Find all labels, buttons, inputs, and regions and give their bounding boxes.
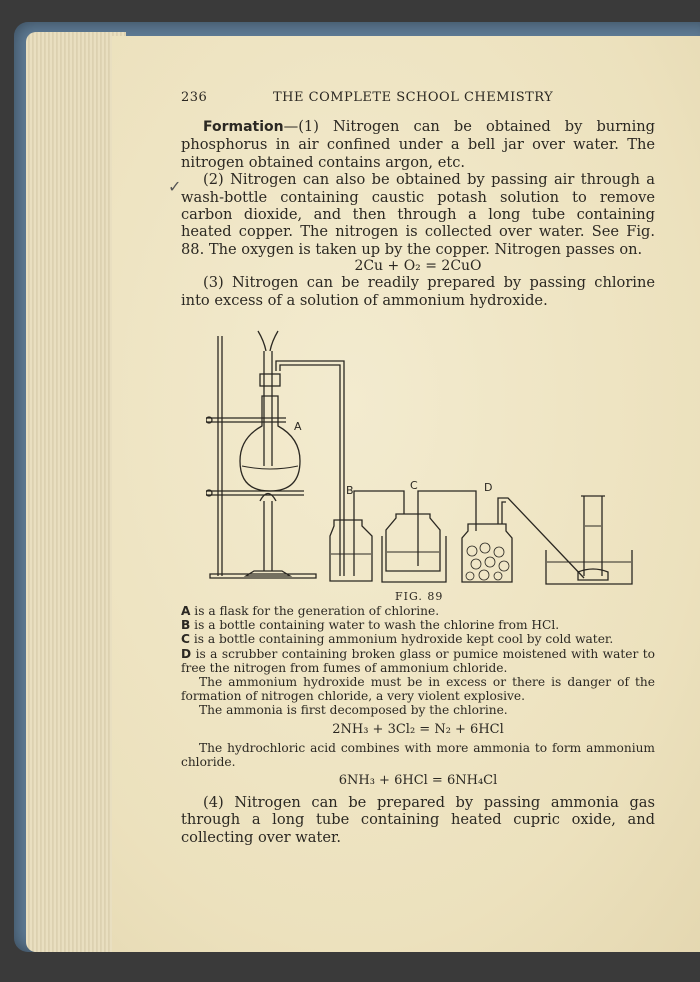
check-mark-icon: ✓ <box>168 177 182 196</box>
legend-b: B is a bottle containing water to wash the chlorine from HCl. <box>181 618 560 633</box>
note-3: The hydrochloric acid combines with more ammonia to form ammonium chloride. <box>181 740 655 769</box>
figure-label-c: C <box>410 479 418 492</box>
paragraph-2: (2) Nitrogen can also be obtained by passing air through a wash-bottle containing caustic potash solution to remove carbon dioxide, and then through a long tube containing heated copper. The nitrogen is collected over water. See Fig. 88. The oxygen is taken up by the copper. Nitrogen passes on. <box>181 171 655 258</box>
paragraph-4: (4) Nitrogen can be prepared by passing ammonia gas through a long tube containing heated cupric oxide, and collecting over water. <box>181 794 655 846</box>
equation-3: 6NH₃ + 6HCl = 6NH₄Cl <box>338 773 498 789</box>
formation-section <box>181 118 655 309</box>
figure-label-a: A <box>294 420 302 433</box>
figure-label-d: D <box>484 481 493 494</box>
legend-c: C is a bottle containing ammonium hydroxide kept cool by cold water. <box>181 632 614 647</box>
legend-d: D is a scrubber containing broken glass or pumice moistened with water to free the nitrogen from fumes of ammonium chloride. <box>181 646 655 675</box>
equation-1: 2Cu + O₂ = 2CuO <box>354 258 482 275</box>
apparatus-figure <box>206 326 636 588</box>
figure-legend <box>181 604 655 846</box>
note-2: The ammonia is first decomposed by the chlorine. <box>199 703 508 718</box>
equation-2: 2NH₃ + 3Cl₂ = N₂ + 6HCl <box>332 721 504 737</box>
running-title: THE COMPLETE SCHOOL CHEMISTRY <box>273 90 554 105</box>
page-number: 236 <box>181 90 208 105</box>
formation-heading: Formation <box>203 119 284 135</box>
paragraph-1: Formation—(1) Nitrogen can be obtained by burning phosphorus in air confined under a bell jar over water. The nitrogen obtained contains argon, etc. <box>181 118 655 171</box>
page-edges <box>26 32 126 952</box>
figure-label-b: B <box>346 484 354 497</box>
legend-a: A is a flask for the generation of chlorine. <box>181 604 440 618</box>
paragraph-3: (3) Nitrogen can be readily prepared by passing chlorine into excess of a solution of ammonium hydroxide. <box>181 274 655 309</box>
figure-caption: FIG. 89 <box>395 590 444 603</box>
note-1: The ammonium hydroxide must be in excess or there is danger of the formation of nitrogen chloride, a very violent explosive. <box>181 675 655 704</box>
